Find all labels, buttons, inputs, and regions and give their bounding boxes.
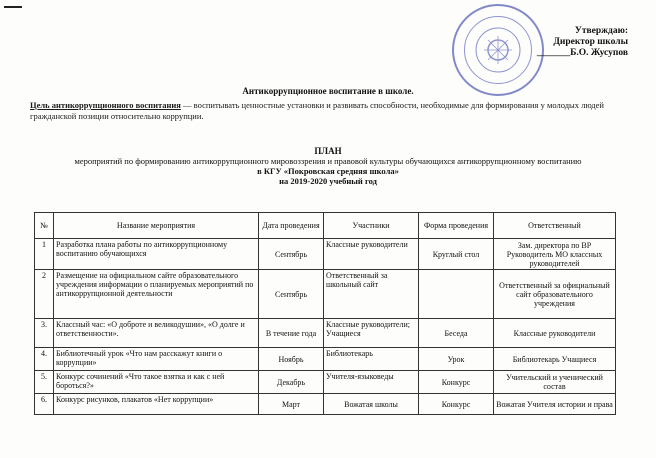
table-row: [35, 371, 616, 394]
cell-responsible: Учительский и ученический состав: [494, 371, 616, 394]
col-participants: Участники: [324, 213, 419, 239]
cell-form: Конкурс: [419, 394, 494, 415]
cell-participants: Учителя-языковеды: [324, 371, 419, 394]
document-title: Антикоррупционное воспитание в школе.: [242, 86, 414, 96]
school-seal-icon: [452, 4, 544, 96]
cell-number: 1: [35, 239, 54, 270]
col-date: Дата проведения: [259, 213, 324, 239]
table-header-row: [35, 213, 616, 239]
cell-event: Разработка плана работы по антикоррупционному воспитанию обучающихся: [54, 239, 259, 270]
cell-number: 3.: [35, 319, 54, 348]
cell-date: В течение года: [259, 319, 324, 348]
goal-label: Цель антикоррупционного воспитания: [30, 100, 181, 110]
cell-date: Ноябрь: [259, 348, 324, 371]
col-form: Форма проведения: [419, 213, 494, 239]
cell-number: 6.: [35, 394, 54, 415]
cell-date: Декабрь: [259, 371, 324, 394]
col-event-name: Название мероприятия: [54, 213, 259, 239]
cell-event: Конкурс сочинений «Что такое взятка и как с ней бороться?»: [54, 371, 259, 394]
approval-line-1: Утверждаю:: [574, 26, 628, 36]
plan-heading: ПЛАН: [314, 146, 342, 156]
cell-responsible: Классные руководители: [494, 319, 616, 348]
cell-date: Сентябрь: [259, 239, 324, 270]
table-row: [35, 239, 616, 270]
cell-participants: Классные руководители: [324, 239, 419, 270]
cell-responsible: Библиотекарь Учащиеся: [494, 348, 616, 371]
approval-block: [537, 26, 628, 59]
cell-form: Беседа: [419, 319, 494, 348]
plan-line-1: мероприятий по формированию антикоррупционного мировоззрения и правовой культуры обучающихся антикоррупционному воспитанию: [74, 156, 582, 166]
cell-form: [419, 270, 494, 319]
cell-participants: Ответственный за школьный сайт: [324, 270, 419, 319]
goal-paragraph: [30, 100, 626, 122]
cell-number: 5.: [35, 371, 54, 394]
events-table: [34, 212, 616, 415]
plan-line-2: в КГУ «Покровская средняя школа»: [257, 166, 399, 176]
cell-participants: Библиотекарь: [324, 348, 419, 371]
cell-responsible: Ответственный за официальный сайт образовательного учреждения: [494, 270, 616, 319]
cell-event: Классный час: «О доброте и великодушии», «О долге и ответственности».: [54, 319, 259, 348]
cell-responsible: Зам. директора по ВР Руководитель МО классных руководителей: [494, 239, 616, 270]
plan-line-3: на 2019-2020 учебный год: [279, 176, 377, 186]
top-dash-mark: [4, 6, 22, 8]
cell-participants: Классные руководители; Учащиеся: [324, 319, 419, 348]
cell-participants: Вожатая школы: [324, 394, 419, 415]
cell-number: 2: [35, 270, 54, 319]
goal-text: — воспитывать ценностные установки и развивать способности, необходимые для формирования у молодых людей гражданской позиции относительно коррупции.: [30, 100, 604, 121]
cell-date: Март: [259, 394, 324, 415]
cell-event: Конкурс рисунков, плакатов «Нет коррупции»: [54, 394, 259, 415]
cell-number: 4.: [35, 348, 54, 371]
cell-form: Конкурс: [419, 371, 494, 394]
plan-heading-block: [40, 146, 616, 186]
table-row: [35, 319, 616, 348]
cell-form: Урок: [419, 348, 494, 371]
cell-form: Круглый стол: [419, 239, 494, 270]
col-number: №: [35, 213, 54, 239]
table-row: [35, 394, 616, 415]
approval-line-2: Директор школы: [553, 37, 628, 47]
cell-event: Размещение на официальном сайте образовательного учреждения информации о планируемых мероприятий по антикоррупционной деятельности: [54, 270, 259, 319]
approval-line-3: _______Б.О. Жусупов: [536, 48, 628, 58]
cell-date: Сентябрь: [259, 270, 324, 319]
col-responsible: Ответственный: [494, 213, 616, 239]
cell-responsible: Вожатая Учителя истории и права: [494, 394, 616, 415]
table-row: [35, 348, 616, 371]
table-row: [35, 270, 616, 319]
cell-event: Библиотечный урок «Что нам расскажут книги о коррупции»: [54, 348, 259, 371]
